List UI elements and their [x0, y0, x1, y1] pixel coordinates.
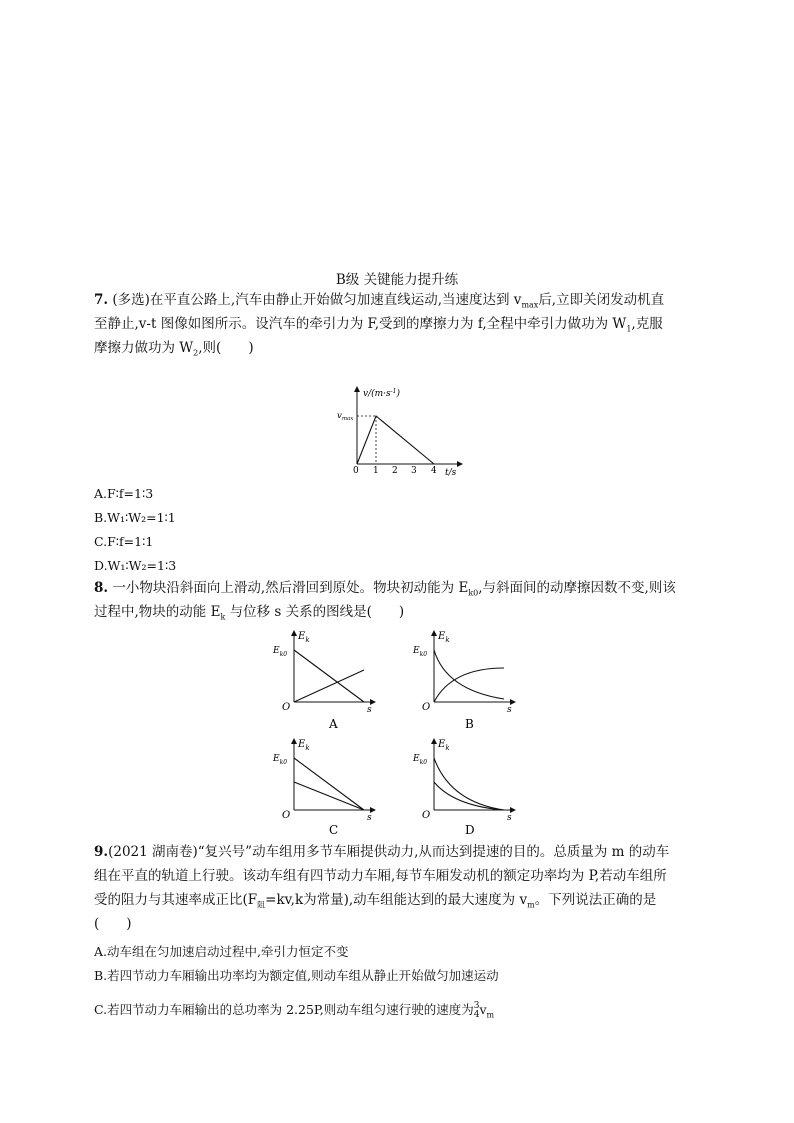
tick-2: 2	[392, 466, 398, 476]
q9-line4: ( )	[94, 916, 132, 932]
q7-option-b: B.W₁∶W₂=1∶1	[94, 510, 176, 525]
fraction-3-4: 3 4	[473, 1000, 480, 1020]
vmax-label: $v_{max}$	[337, 411, 354, 422]
q8-line2: 过程中,物块的动能 $E_k$ 与位移 s 关系的图线是( )	[94, 604, 405, 622]
axis-ek: $E_k$	[438, 631, 450, 644]
q9-line3: 受的阻力与其速率成正比($F_阻=kv,k$为常量),动车组能达到的最大速度为 $v_m$。下列说法正确的是	[94, 892, 657, 910]
q9-line2: 组在平直的轨道上行驶。该动车组有四节动力车厢,每节车厢发动机的额定功率均为 P,若动车组所	[94, 868, 667, 884]
q8-line1: 8. 一小物块沿斜面向上滑动,然后滑回到原处。物块初动能为 $E_{k0}$,与斜面间的动摩擦因数不变,则该	[94, 580, 676, 598]
q9-option-b: B.若四节动力车厢输出功率均为额定值,则动车组从静止开始做匀加速运动	[94, 968, 499, 983]
q8-number: 8.	[94, 580, 109, 596]
q8-graph-d	[410, 736, 520, 840]
tick-3: 3	[411, 466, 417, 476]
origin-o: O	[282, 702, 291, 713]
axis-s: s	[507, 705, 512, 715]
q8-graph-c	[270, 736, 380, 840]
label-a: A	[329, 717, 338, 731]
y-axis-label: $v/(m\cdot s^{-1})$	[363, 388, 401, 399]
label-b: B	[465, 717, 474, 731]
origin-label: 0	[353, 466, 359, 476]
axis-ek: $E_k$	[438, 739, 450, 752]
label-d: D	[465, 823, 475, 837]
x-axis-arrow	[457, 461, 463, 467]
axis-ek: $E_k$	[298, 631, 310, 644]
ek0-label: $E_{k0}$	[413, 646, 428, 658]
q7-number: 7.	[94, 292, 109, 308]
q9-option-c: C.若四节动力车厢输出的总功率为 2.25P,则动车组匀速行驶的速度为 3 4 $v_m$	[94, 1000, 495, 1020]
q7-option-a: A.F∶f=1∶3	[94, 486, 154, 501]
q8-graph-a	[270, 628, 380, 732]
origin-o: O	[282, 810, 291, 821]
axis-s: s	[367, 813, 372, 823]
q9-option-a: A.动车组在匀加速启动过程中,牵引力恒定不变	[94, 944, 349, 959]
axis-ek: $E_k$	[298, 739, 310, 752]
tick-1: 1	[373, 466, 379, 476]
q7-vt-graph	[330, 384, 470, 476]
q8-graph-b	[410, 628, 520, 732]
axis-s: s	[367, 705, 372, 715]
q7-option-d: D.W₁∶W₂=1∶3	[94, 558, 177, 573]
ek0-label: $E_{k0}$	[273, 646, 288, 658]
q7-line1: 7. (多选)在平直公路上,汽车由静止开始做匀加速直线运动,当速度达到 $v_{max}$后,立即关闭发动机直	[94, 292, 665, 310]
tick-4: 4	[431, 466, 437, 476]
q9-line1: 9.(2021 湖南卷)“复兴号”动车组用多节车厢提供动力,从而达到提速的目的。总质量为 m 的动车	[94, 844, 670, 860]
axis-s: s	[507, 813, 512, 823]
origin-o: O	[422, 810, 431, 821]
ek0-label: $E_{k0}$	[273, 754, 288, 766]
vt-line	[357, 416, 434, 464]
origin-o: O	[422, 702, 431, 713]
x-axis-label: t/s	[445, 468, 457, 476]
q9-number: 9.	[94, 844, 109, 860]
section-title: B级 关键能力提升练	[335, 272, 459, 288]
q7-line2: 至静止,v-t 图像如图所示。设汽车的牵引力为 F,受到的摩擦力为 f,全程中牵引力做功为 $W_1$,克服	[94, 316, 663, 334]
label-c: C	[329, 823, 339, 837]
ek0-label: $E_{k0}$	[413, 754, 428, 766]
y-axis-arrow	[354, 386, 360, 392]
q7-option-c: C.F∶f=1∶1	[94, 534, 154, 549]
q7-line3: 摩擦力做功为 $W_2$,则( )	[94, 340, 254, 358]
